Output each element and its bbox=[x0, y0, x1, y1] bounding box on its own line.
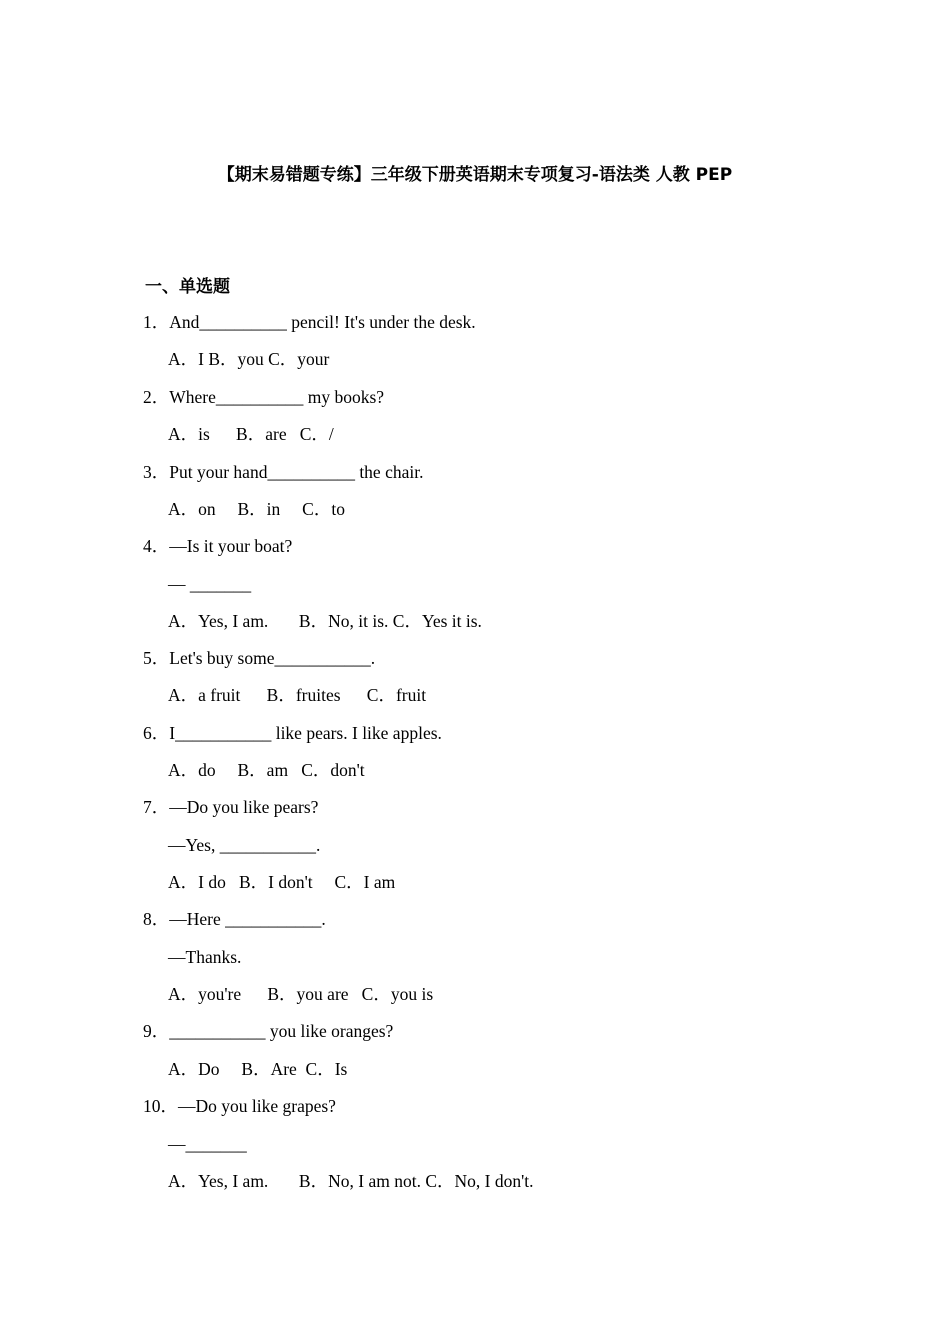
question-5-options: A．a fruit B．fruites C．fruit bbox=[168, 685, 427, 705]
question-3-stem: 3．Put your hand__________ the chair. bbox=[143, 462, 424, 482]
question-1-stem: 1．And__________ pencil! It's under the desk. bbox=[143, 312, 476, 332]
question-9-options: A．Do B．Are C．Is bbox=[168, 1059, 348, 1079]
question-2-stem: 2．Where__________ my books? bbox=[143, 387, 385, 407]
question-2-options: A．is B．are C．/ bbox=[168, 424, 334, 444]
question-6-stem: 6．I___________ like pears. I like apples. bbox=[143, 723, 442, 743]
question-3-options: A．on B．in C．to bbox=[168, 499, 345, 519]
question-7-options: A．I do B．I don't C．I am bbox=[168, 872, 396, 892]
question-7-reply: —Yes, ___________. bbox=[168, 835, 321, 855]
question-6-options: A．do B．am C．don't bbox=[168, 760, 365, 780]
section-heading: 一、单选题 bbox=[145, 277, 230, 297]
question-5-stem: 5．Let's buy some___________. bbox=[143, 648, 376, 668]
question-4-options: A．Yes, I am. B．No, it is. C．Yes it is. bbox=[168, 611, 482, 631]
document-title: 【期末易错题专练】三年级下册英语期末专项复习-语法类 人教 PEP bbox=[217, 165, 733, 185]
question-7-stem: 7．—Do you like pears? bbox=[143, 797, 319, 817]
question-9-stem: 9．___________ you like oranges? bbox=[143, 1021, 394, 1041]
question-8-reply: —Thanks. bbox=[168, 947, 242, 967]
question-4-stem: 4．—Is it your boat? bbox=[143, 536, 293, 556]
question-8-options: A．you're B．you are C．you is bbox=[168, 984, 434, 1004]
question-10-options: A．Yes, I am. B．No, I am not. C．No, I don't. bbox=[168, 1171, 534, 1191]
question-10-reply: —_______ bbox=[168, 1134, 247, 1154]
question-4-reply: — _______ bbox=[168, 574, 252, 594]
question-10-stem: 10．—Do you like grapes? bbox=[143, 1096, 336, 1116]
question-8-stem: 8．—Here ___________. bbox=[143, 909, 326, 929]
question-1-options: A．I B．you C．your bbox=[168, 349, 330, 369]
